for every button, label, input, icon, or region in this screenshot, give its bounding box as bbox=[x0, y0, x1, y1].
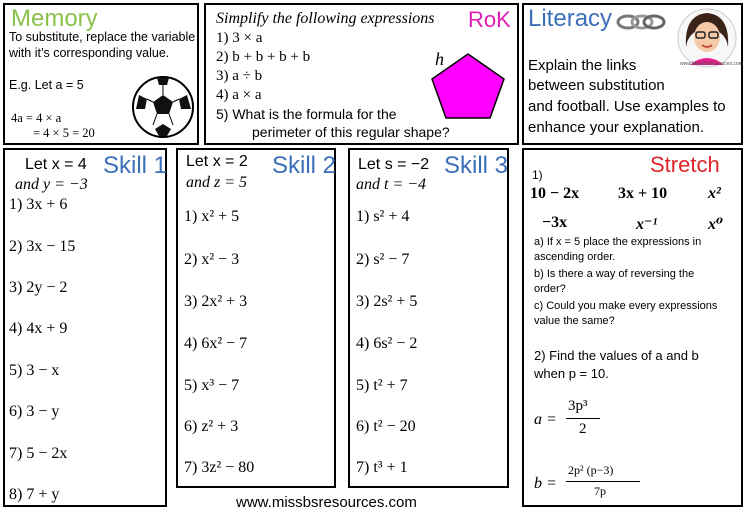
stretch-expr: x⁰ bbox=[708, 216, 724, 233]
skill2-panel bbox=[176, 148, 336, 488]
skill3-item: 5) t² + 7 bbox=[356, 377, 408, 394]
memory-title: Memory bbox=[11, 5, 98, 32]
skill3-item: 3) 2s² + 5 bbox=[356, 293, 418, 310]
skill1-let1: Let x = 4 bbox=[25, 156, 87, 173]
skill2-let1: Let x = 2 bbox=[186, 153, 248, 170]
memory-ex1: 4a = 4 × a bbox=[11, 111, 62, 125]
memory-eg: E.g. Let a = 5 bbox=[9, 78, 84, 92]
skill3-item: 2) s² − 7 bbox=[356, 251, 410, 268]
skill2-item: 4) 6x² − 7 bbox=[184, 335, 248, 352]
skill3-item: 4) 6s² − 2 bbox=[356, 335, 418, 352]
formula-b-den: 7p bbox=[594, 484, 606, 498]
stretch-qa: a) If x = 5 place the expressions in bbox=[534, 236, 702, 248]
literacy-line3: and football. Use examples to bbox=[528, 98, 726, 115]
football-icon bbox=[131, 75, 195, 139]
skill2-item: 2) x² − 3 bbox=[184, 251, 240, 268]
formula-a-lhs: a = bbox=[534, 411, 557, 428]
memory-ex2: = 4 × 5 = 20 bbox=[33, 126, 95, 140]
skill1-let2: and y = −3 bbox=[15, 176, 88, 193]
rok-item-1: 1) 3 × a bbox=[216, 30, 263, 46]
skill1-panel bbox=[3, 148, 167, 507]
rok-item-2: 2) b + b + b + b bbox=[216, 49, 311, 65]
rok-item-3: 3) a ÷ b bbox=[216, 68, 263, 84]
skill3-item: 1) s² + 4 bbox=[356, 208, 410, 225]
rok-panel bbox=[204, 3, 519, 145]
rok-title: RoK bbox=[468, 7, 511, 32]
rok-q5b: perimeter of this regular shape? bbox=[252, 124, 450, 140]
rok-heading: Simplify the following expressions bbox=[216, 10, 435, 27]
rok-item-4: 4) a × a bbox=[216, 87, 262, 103]
footer-url[interactable]: www.missbsresources.com bbox=[236, 494, 417, 511]
skill1-item: 7) 5 − 2x bbox=[9, 445, 68, 462]
shape-label: h bbox=[435, 49, 444, 69]
stretch-expr: 10 − 2x bbox=[530, 185, 580, 202]
skill1-item: 3) 2y − 2 bbox=[9, 279, 68, 296]
stretch-title: Stretch bbox=[650, 152, 720, 177]
stretch-qc2: value the same? bbox=[534, 315, 615, 327]
skill1-title: Skill 1 bbox=[103, 152, 168, 179]
skill3-title: Skill 3 bbox=[444, 152, 509, 179]
formula-b-lhs: b = bbox=[534, 475, 557, 492]
skill2-title: Skill 2 bbox=[272, 152, 337, 179]
literacy-line4: enhance your explanation. bbox=[528, 119, 704, 136]
literacy-panel bbox=[522, 3, 743, 145]
skill2-let2: and z = 5 bbox=[186, 174, 248, 191]
avatar-caption: www.MissBsResources.com bbox=[680, 61, 743, 67]
fraction-bar bbox=[566, 481, 640, 482]
skill2-item: 3) 2x² + 3 bbox=[184, 293, 248, 310]
fraction-bar bbox=[566, 418, 600, 419]
chain-link-icon bbox=[616, 11, 666, 33]
stretch-q2b: when p = 10. bbox=[534, 366, 609, 381]
skill1-item: 4) 4x + 9 bbox=[9, 320, 68, 337]
literacy-line1: Explain the links bbox=[528, 57, 637, 74]
stretch-expr: −3x bbox=[542, 214, 568, 231]
skill1-item: 1) 3x + 6 bbox=[9, 196, 68, 213]
skill3-panel bbox=[348, 148, 509, 488]
stretch-expr: x⁻¹ bbox=[636, 216, 658, 233]
stretch-qa2: ascending order. bbox=[534, 251, 616, 263]
skill1-item: 6) 3 − y bbox=[9, 403, 60, 420]
stretch-panel bbox=[522, 148, 743, 507]
stretch-num1: 1) bbox=[532, 168, 543, 182]
pentagon-shape bbox=[430, 52, 506, 120]
formula-a-den: 2 bbox=[579, 421, 587, 437]
stretch-expr: 3x + 10 bbox=[618, 185, 668, 202]
literacy-title: Literacy bbox=[528, 5, 613, 32]
formula-a-num: 3p³ bbox=[568, 398, 588, 414]
stretch-expr: x² bbox=[708, 185, 721, 202]
memory-panel bbox=[3, 3, 199, 145]
stretch-qc: c) Could you make every expressions bbox=[534, 300, 718, 312]
stretch-qb2: order? bbox=[534, 283, 566, 295]
stretch-qb: b) Is there a way of reversing the bbox=[534, 268, 695, 280]
formula-b-num: 2p² (p−3) bbox=[568, 463, 614, 477]
skill2-item: 6) z² + 3 bbox=[184, 418, 239, 435]
skill2-item: 1) x² + 5 bbox=[184, 208, 240, 225]
skill1-item: 5) 3 − x bbox=[9, 362, 60, 379]
stretch-q2: 2) Find the values of a and b bbox=[534, 348, 699, 363]
skill2-item: 7) 3z² − 80 bbox=[184, 459, 255, 476]
skill1-item: 2) 3x − 15 bbox=[9, 238, 76, 255]
rok-q5a: 5) What is the formula for the bbox=[216, 106, 397, 122]
skill3-item: 7) t³ + 1 bbox=[356, 459, 408, 476]
skill3-item: 6) t² − 20 bbox=[356, 418, 416, 435]
skill3-let2: and t = −4 bbox=[356, 176, 427, 193]
skill1-item: 8) 7 + y bbox=[9, 486, 60, 503]
literacy-line2: between substitution bbox=[528, 77, 665, 94]
memory-line1: To substitute, replace the variable bbox=[9, 30, 196, 44]
memory-line2: with it’s corresponding value. bbox=[9, 46, 170, 60]
skill2-item: 5) x³ − 7 bbox=[184, 377, 240, 394]
skill3-let1: Let s = −2 bbox=[358, 156, 430, 173]
